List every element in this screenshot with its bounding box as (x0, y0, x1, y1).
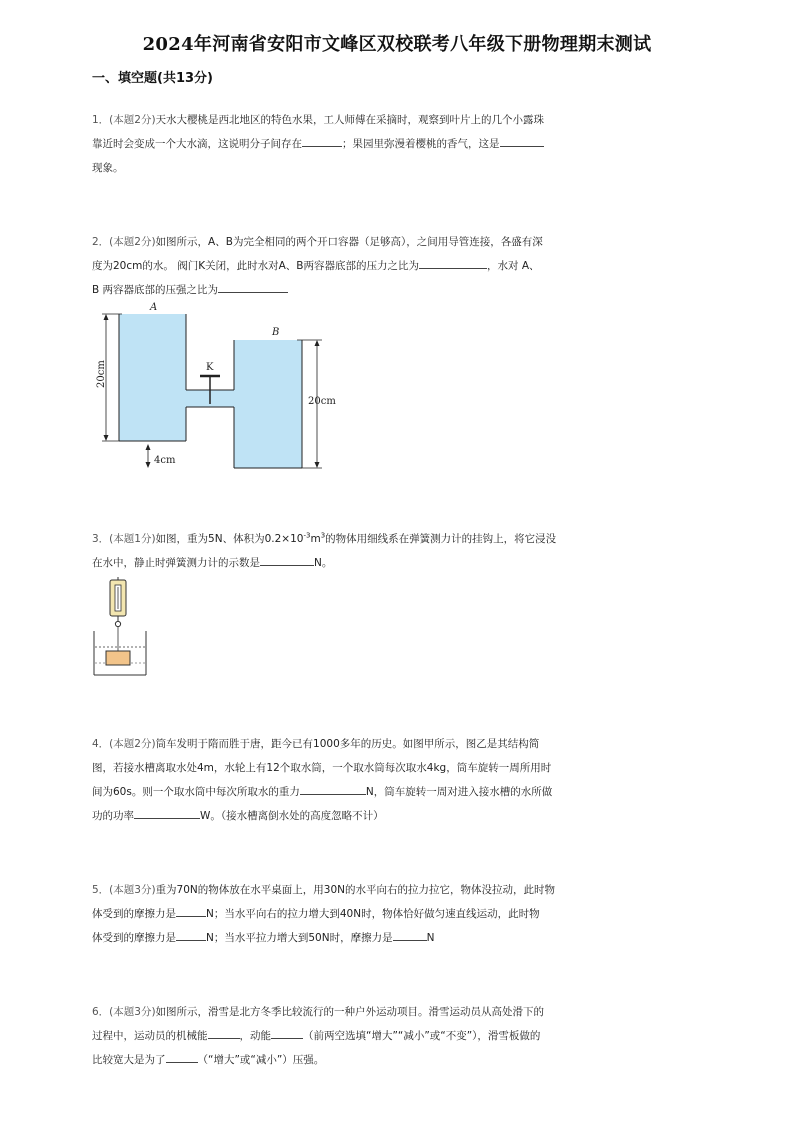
question-5 (92, 878, 582, 950)
q1-line1: 天水大樱桃是西北地区的特色水果，工人师傅在采摘时，观察到叶片上的几个小露珠 (155, 114, 545, 126)
q3-line1c: 的物体用细线系在弹簧测力计的挂钩上，将它浸没 (325, 533, 557, 545)
q5-line3b: N；当水平拉力增大到50N时，摩擦力是 (206, 932, 393, 944)
question-6 (92, 1000, 582, 1072)
q4-line3a: 间为60s。则一个取水筒中每次所取水的重力 (92, 786, 300, 798)
left-dimension-label: 20cm (96, 360, 107, 388)
q6-line2b: ，动能 (239, 1030, 271, 1042)
q6-blank-1[interactable] (208, 1025, 240, 1039)
q5-line3c: N (426, 932, 435, 944)
q6-line2c: （前两空选填“增大”“减小”或“不变”），滑雪板做的 (303, 1030, 541, 1042)
page-title: 2024年河南省安阳市文峰区双校联考八年级下册物理期末测试 (142, 34, 652, 55)
q6-blank-2[interactable] (271, 1025, 303, 1039)
question-3 (92, 527, 582, 575)
q1-line3: 现象。 (92, 162, 124, 174)
q2-line3: B 两容器底部的压强之比为 (92, 284, 219, 296)
q2-figure (92, 300, 352, 475)
q5-line3a: 体受到的摩擦力是 (92, 932, 176, 944)
q5-blank-1[interactable] (176, 903, 206, 917)
q2-line2a: 度为20cm的水。 阀门K关闭，此时水对A、B两容器底部的压力之比为 (92, 260, 419, 272)
container-b-water (234, 340, 302, 468)
container-a-water (119, 314, 186, 441)
q2-prefix: 2．(本题2分) (92, 236, 156, 248)
q6-blank-3[interactable] (166, 1049, 198, 1063)
q6-line3b: （“增大”或“减小”）压强。 (197, 1054, 325, 1066)
submerged-block (106, 651, 130, 665)
q4-blank-1[interactable] (300, 781, 366, 795)
q1-blank-1[interactable] (302, 133, 342, 147)
q3-line1b: m (310, 533, 321, 545)
valve-label: K (206, 362, 214, 373)
hook-icon (115, 621, 120, 626)
question-1 (92, 108, 582, 180)
container-a-label: A (150, 302, 158, 313)
q4-line2: 图，若接水槽离取水处4m，水轮上有12个取水筒，一个取水筒每次取水4kg，筒车旋转一周所用时 (92, 762, 552, 774)
q1-prefix: 1．(本题2分) (92, 114, 156, 126)
q3-line2b: N。 (314, 557, 333, 569)
q3-exponent-2: 3 (320, 531, 326, 540)
q3-line2a: 在水中，静止时弹簧测力计的示数是 (92, 557, 260, 569)
q3-exponent-1: -3 (303, 531, 311, 540)
q4-line4b: W。（接水槽离倒水处的高度忽略不计） (200, 810, 384, 822)
q5-line1: 重为70N的物体放在水平桌面上，用30N的水平向右的拉力拉它，物体没拉动，此时物 (155, 884, 555, 896)
q1-line2a: 靠近时会变成一个大水滴，这说明分子间存在 (92, 138, 302, 150)
q1-line2b: ；果园里弥漫着樱桃的香气，这是 (342, 138, 500, 150)
question-4 (92, 732, 582, 828)
q6-line2a: 过程中，运动员的机械能 (92, 1030, 208, 1042)
q4-line3b: N，筒车旋转一周对进入接水槽的水所做 (365, 786, 553, 798)
q5-blank-2[interactable] (176, 927, 206, 941)
q4-blank-2[interactable] (134, 805, 200, 819)
q1-blank-2[interactable] (500, 133, 544, 147)
q3-line1a: 如图，重为5N、体积为0.2×10 (155, 533, 304, 545)
q5-line2b: N；当水平向右的拉力增大到40N时，物体恰好做匀速直线运动，此时物 (206, 908, 540, 920)
q5-blank-3[interactable] (393, 927, 427, 941)
q4-line1: 筒车发明于隋而胜于唐，距今已有1000多年的历史。如图甲所示，图乙是其结构简 (155, 738, 540, 750)
right-dimension-label: 20cm (308, 396, 336, 407)
section-heading: 一、填空题(共13分) (92, 71, 213, 86)
q5-prefix: 5．(本题3分) (92, 884, 156, 896)
q3-prefix: 3．(本题1分) (92, 533, 156, 545)
q2-blank-1[interactable] (419, 255, 487, 269)
q2-blank-2[interactable] (218, 279, 288, 293)
q6-line3a: 比较宽大是为了 (92, 1054, 166, 1066)
bottom-dimension-label: 4cm (154, 455, 176, 466)
q3-blank-1[interactable] (260, 552, 314, 566)
q2-line2b: ，水对 A、 (486, 260, 540, 272)
q4-line4a: 功的功率 (92, 810, 134, 822)
q2-line1: 如图所示，A、B为完全相同的两个开口容器（足够高），之间用导管连接，各盛有深 (155, 236, 543, 248)
q6-line1: 如图所示，滑雪是北方冬季比较流行的一种户外运动项目。滑雪运动员从高处滑下的 (155, 1006, 545, 1018)
q6-prefix: 6．(本题3分) (92, 1006, 156, 1018)
container-b-label: B (272, 327, 280, 338)
q3-figure (92, 577, 152, 677)
q4-prefix: 4．(本题2分) (92, 738, 156, 750)
q5-line2a: 体受到的摩擦力是 (92, 908, 176, 920)
question-2 (92, 230, 582, 302)
